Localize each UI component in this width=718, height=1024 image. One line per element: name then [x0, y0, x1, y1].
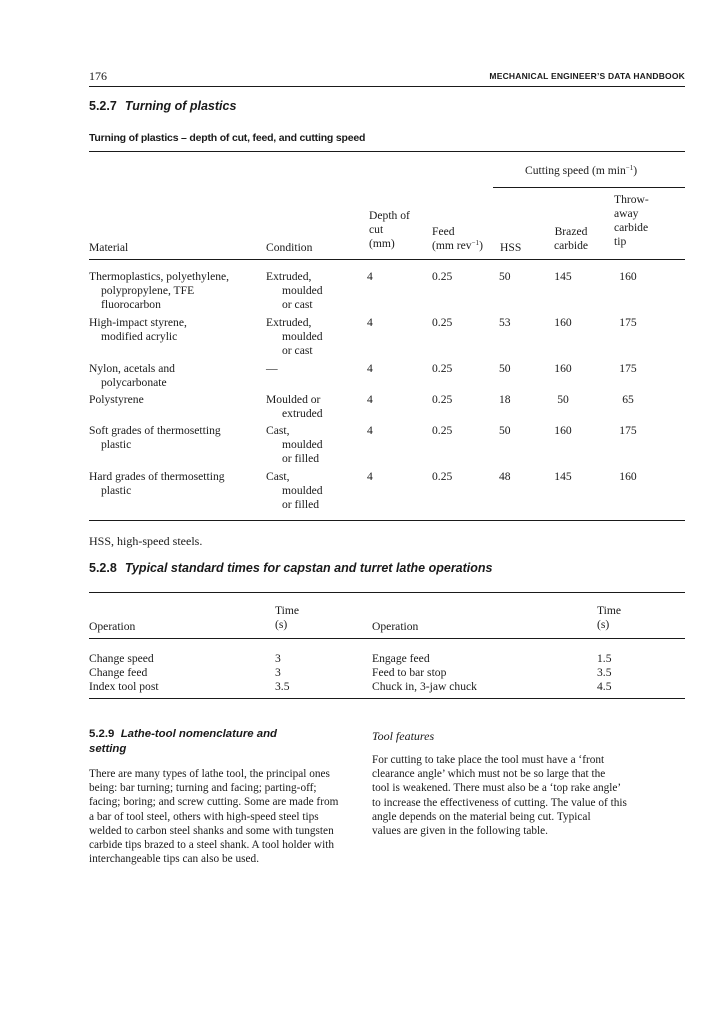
- time-cell: 4.5: [597, 680, 612, 693]
- section-title: Typical standard times for capstan and turret lathe operations: [124, 561, 493, 575]
- section-number: 5.2.8: [89, 561, 117, 575]
- section-heading-5-2-7: [89, 99, 236, 113]
- brazed-cell: 160: [554, 424, 572, 437]
- col-header-condition: Condition: [266, 241, 313, 254]
- operation-cell: Feed to bar stop: [372, 666, 447, 679]
- section-number: 5.2.7: [89, 99, 117, 113]
- col-header-brazed: Brazed carbide: [553, 225, 589, 252]
- hss-cell: 50: [499, 424, 511, 437]
- material-cell: Polystyrene: [89, 393, 144, 406]
- brazed-cell: 160: [554, 316, 572, 329]
- section-title: Turning of plastics: [124, 99, 237, 113]
- section-number: 5.2.9: [89, 728, 115, 740]
- brazed-cell: 145: [554, 470, 572, 483]
- brazed-cell: 50: [557, 393, 569, 406]
- hss-cell: 50: [499, 270, 511, 283]
- table-footnote: HSS, high-speed steels.: [89, 534, 203, 548]
- feed-cell: 0.25: [432, 470, 453, 483]
- condition-cell: Cast, moulded or filled: [266, 424, 323, 465]
- operation-cell: Index tool post: [89, 680, 159, 693]
- feed-cell: 0.25: [432, 316, 453, 329]
- throwaway-cell: 175: [619, 424, 637, 437]
- depth-cell: 4: [367, 470, 373, 483]
- operation-cell: Chuck in, 3-jaw chuck: [372, 680, 477, 693]
- col-header-time: Time (s): [597, 604, 622, 631]
- feed-cell: 0.25: [432, 393, 453, 406]
- material-cell: Nylon, acetals and polycarbonate: [89, 362, 175, 389]
- cutting-speed-rule: [493, 187, 685, 188]
- table-caption: Turning of plastics – depth of cut, feed, and cutting speed: [89, 132, 366, 144]
- page-number: 176: [89, 69, 107, 83]
- table-bottom-rule: [89, 520, 685, 521]
- condition-cell: Moulded or extruded: [266, 393, 323, 420]
- depth-cell: 4: [367, 362, 373, 375]
- header-rule: [89, 86, 685, 87]
- throwaway-cell: 65: [622, 393, 634, 406]
- operation-cell: Change feed: [89, 666, 148, 679]
- feed-cell: 0.25: [432, 424, 453, 437]
- time-cell: 1.5: [597, 652, 612, 665]
- condition-cell: Extruded, moulded or cast: [266, 270, 323, 311]
- material-cell: High-impact styrene, modified acrylic: [89, 316, 187, 343]
- tool-features-paragraph: For cutting to take place the tool must have a ‘front clearance angle’ which must not be so large that the tool is weakened. There must also be a ‘top rake angle’ to increase the effectiveness of cutting. The value of this angle depends on the material being cut. Typical values are given in the following table.: [372, 754, 627, 838]
- feed-cell: 0.25: [432, 362, 453, 375]
- time-cell: 3: [275, 666, 281, 679]
- col-header-hss: HSS: [500, 241, 522, 254]
- time-cell: 3.5: [275, 680, 290, 693]
- depth-cell: 4: [367, 424, 373, 437]
- header-bottom-rule: [89, 638, 685, 639]
- table-top-rule: [89, 151, 685, 152]
- lathe-tool-paragraph: There are many types of lathe tool, the principal ones being: bar turning; turning and facing; parting-off; facing; boring; and screw cutting. Some are made from a bar of tool steel, others with high-speed steel tips welded to carbon steel shanks and some with tungsten carbide tips brazed to a steel shank. A tool holder with interchangeable tips can also be used.: [89, 768, 339, 866]
- throwaway-cell: 175: [619, 362, 637, 375]
- depth-cell: 4: [367, 393, 373, 406]
- col-header-operation: Operation: [89, 620, 136, 633]
- hss-cell: 53: [499, 316, 511, 329]
- col-header-depth: Depth of cut (mm): [369, 209, 410, 250]
- brazed-cell: 145: [554, 270, 572, 283]
- material-cell: Hard grades of thermosetting plastic: [89, 470, 225, 497]
- condition-cell: Extruded, moulded or cast: [266, 316, 323, 357]
- depth-cell: 4: [367, 270, 373, 283]
- material-cell: Thermoplastics, polyethylene, polypropylene, TFE fluorocarbon: [89, 270, 230, 311]
- operation-cell: Engage feed: [372, 652, 430, 665]
- hss-cell: 50: [499, 362, 511, 375]
- tool-features-heading: Tool features: [372, 729, 435, 743]
- table-bottom-rule: [89, 698, 685, 699]
- depth-cell: 4: [367, 316, 373, 329]
- throwaway-cell: 160: [619, 470, 637, 483]
- condition-cell: —: [266, 362, 278, 375]
- time-cell: 3: [275, 652, 281, 665]
- feed-cell: 0.25: [432, 270, 453, 283]
- section-title-cont: setting: [89, 743, 127, 755]
- col-header-feed: Feed (mm rev$^{-1}$): [432, 225, 483, 252]
- table-top-rule: [89, 592, 685, 593]
- throwaway-cell: 175: [619, 316, 637, 329]
- section-title: Lathe-tool nomenclature and: [120, 728, 278, 740]
- hss-cell: 48: [499, 470, 511, 483]
- throwaway-cell: 160: [619, 270, 637, 283]
- col-header-time: Time (s): [275, 604, 300, 631]
- header-bottom-rule: [89, 259, 685, 260]
- operation-cell: Change speed: [89, 652, 154, 665]
- running-head: MECHANICAL ENGINEER’S DATA HANDBOOK: [489, 71, 685, 81]
- condition-cell: Cast, moulded or filled: [266, 470, 323, 511]
- hss-cell: 18: [499, 393, 511, 406]
- col-header-throwaway: Throw- away carbide tip: [614, 193, 649, 248]
- section-heading-5-2-9: [89, 727, 277, 757]
- section-heading-5-2-8: [89, 561, 493, 575]
- col-header-operation: Operation: [372, 620, 419, 633]
- material-cell: Soft grades of thermosetting plastic: [89, 424, 221, 451]
- time-cell: 3.5: [597, 666, 612, 679]
- cutting-speed-header: Cutting speed (m $\min^{-1}$): [525, 164, 638, 177]
- brazed-cell: 160: [554, 362, 572, 375]
- col-header-material: Material: [89, 241, 129, 254]
